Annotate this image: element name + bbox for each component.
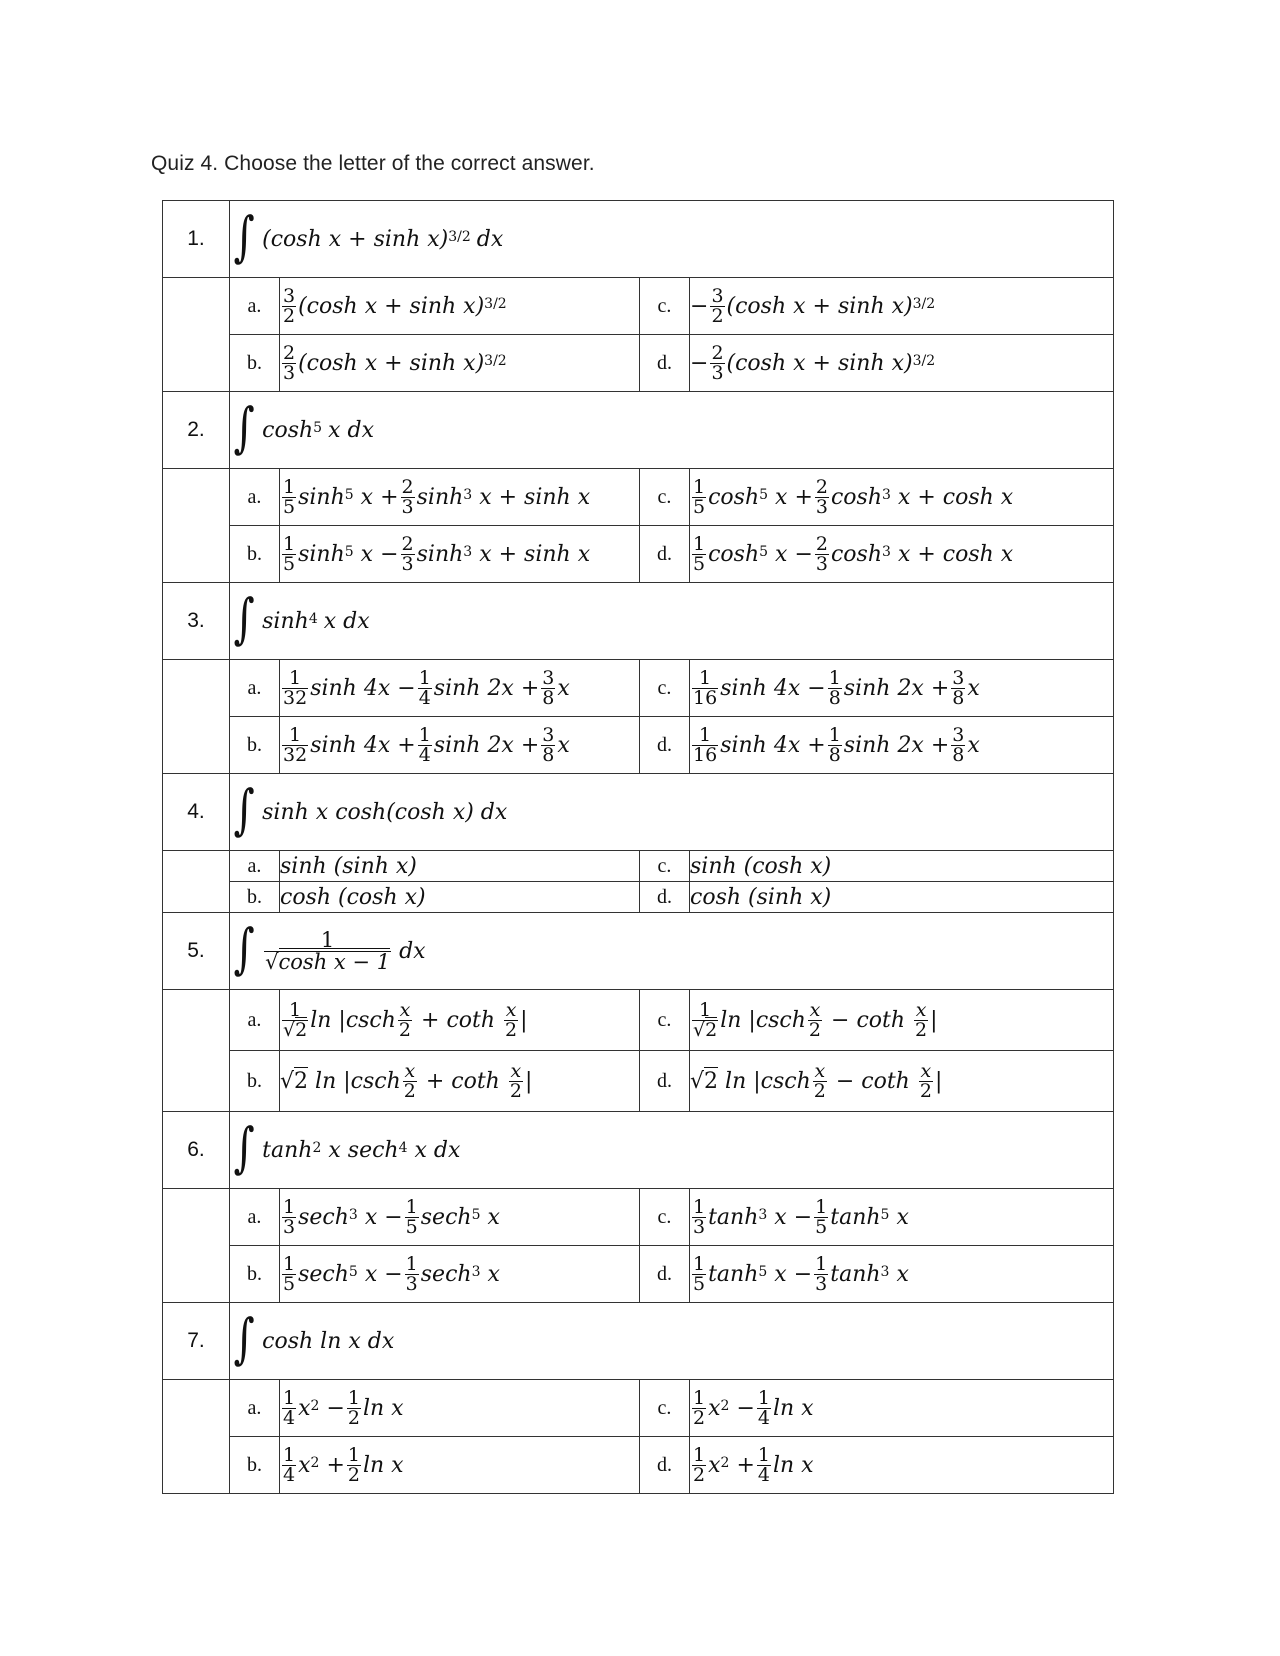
question-prompt: ∫ sinh $^4$ x dx — [230, 583, 1114, 660]
option-letter[interactable]: d. — [640, 717, 690, 774]
option-letter[interactable]: a. — [230, 990, 280, 1051]
question-number: 5. — [163, 913, 230, 990]
question-number: 1. — [163, 201, 230, 278]
option-letter[interactable]: b. — [230, 335, 280, 392]
option-letter[interactable]: d. — [640, 1246, 690, 1303]
option-row — [163, 335, 1114, 392]
option-letter[interactable]: c. — [640, 990, 690, 1051]
option-d-expression[interactable]: cosh (sinh x) — [690, 882, 1114, 913]
option-letter[interactable]: c. — [640, 1380, 690, 1437]
question-prompt: ∫ sinh x cosh(cosh x) dx — [230, 774, 1114, 851]
question-row — [163, 1303, 1114, 1380]
option-letter[interactable]: a. — [230, 469, 280, 526]
option-letter[interactable]: b. — [230, 1051, 280, 1112]
option-row — [163, 1246, 1114, 1303]
option-row — [163, 882, 1114, 913]
option-d-expression[interactable]: $\frac{1}{5}$ tanh $^5$ x − $\frac{1}{3}$ tanh $^3$ x — [690, 1246, 1114, 1303]
option-row — [163, 1380, 1114, 1437]
question-row — [163, 913, 1114, 990]
option-b-expression[interactable]: $\frac{1}{32}$ sinh 4x + $\frac{1}{4}$ sinh 2x + $\frac{3}{8}$ x — [280, 717, 640, 774]
option-b-expression[interactable]: $\frac{2}{3}$ (cosh x + sinh x) $^{3/2}$ — [280, 335, 640, 392]
question-number: 4. — [163, 774, 230, 851]
option-letter[interactable]: c. — [640, 469, 690, 526]
question-prompt: ∫ cosh ln x dx — [230, 1303, 1114, 1380]
question-prompt: ∫ cosh $^5$ x dx — [230, 392, 1114, 469]
option-row — [163, 1051, 1114, 1112]
option-letter[interactable]: b. — [230, 882, 280, 913]
option-letter[interactable]: d. — [640, 882, 690, 913]
option-row — [163, 469, 1114, 526]
option-row — [163, 851, 1114, 882]
option-d-expression[interactable]: $\frac{1}{16}$ sinh 4x + $\frac{1}{8}$ sinh 2x + $\frac{3}{8}$ x — [690, 717, 1114, 774]
option-b-expression[interactable]: $\frac{1}{5}$ sinh $^5$ x − $\frac{2}{3}$ sinh $^3$ x + sinh x — [280, 526, 640, 583]
question-number: 3. — [163, 583, 230, 660]
option-c-expression[interactable]: − $\frac{3}{2}$ (cosh x + sinh x) $^{3/2}$ — [690, 278, 1114, 335]
option-row — [163, 278, 1114, 335]
quiz-table — [162, 200, 1114, 1494]
option-letter[interactable]: c. — [640, 660, 690, 717]
question-prompt: ∫ $\frac{1}{\text{√cosh x − 1}}$ dx — [230, 913, 1114, 990]
option-b-expression[interactable]: $\frac{1}{5}$ sech $^5$ x − $\frac{1}{3}$ sech $^3$ x — [280, 1246, 640, 1303]
option-c-expression[interactable]: $\frac{1}{16}$ sinh 4x − $\frac{1}{8}$ sinh 2x + $\frac{3}{8}$ x — [690, 660, 1114, 717]
option-b-expression[interactable]: √2 ln |csch $\frac{x}{2}$ + coth $\frac{x}{2}$ | — [280, 1051, 640, 1112]
option-d-expression[interactable]: $\frac{1}{5}$ cosh $^5$ x − $\frac{2}{3}$ cosh $^3$ x + cosh x — [690, 526, 1114, 583]
option-letter[interactable]: c. — [640, 1189, 690, 1246]
option-d-expression[interactable]: − $\frac{2}{3}$ (cosh x + sinh x) $^{3/2}$ — [690, 335, 1114, 392]
question-prompt: ∫ tanh $^2$ x sech $^4$ x dx — [230, 1112, 1114, 1189]
question-row — [163, 1112, 1114, 1189]
option-letter[interactable]: b. — [230, 1437, 280, 1494]
option-a-expression[interactable]: $\frac{1}{32}$ sinh 4x − $\frac{1}{4}$ sinh 2x + $\frac{3}{8}$ x — [280, 660, 640, 717]
option-row — [163, 1437, 1114, 1494]
option-c-expression[interactable]: $\frac{1}{2}$ x $^2$ − $\frac{1}{4}$ ln x — [690, 1380, 1114, 1437]
option-row — [163, 1189, 1114, 1246]
option-row — [163, 660, 1114, 717]
question-number: 2. — [163, 392, 230, 469]
option-letter[interactable]: b. — [230, 717, 280, 774]
option-letter[interactable]: d. — [640, 335, 690, 392]
option-d-expression[interactable]: √2 ln |csch $\frac{x}{2}$ − coth $\frac{x}{2}$ | — [690, 1051, 1114, 1112]
option-c-expression[interactable]: $\frac{1}{√2}$ ln |csch $\frac{x}{2}$ − coth $\frac{x}{2}$ | — [690, 990, 1114, 1051]
option-letter[interactable]: d. — [640, 526, 690, 583]
option-c-expression[interactable]: sinh (cosh x) — [690, 851, 1114, 882]
question-prompt: ∫ (cosh x + sinh x) $^{3/2}$ dx — [230, 201, 1114, 278]
question-number: 7. — [163, 1303, 230, 1380]
option-a-expression[interactable]: $\frac{1}{4}$ x $^2$ − $\frac{1}{2}$ ln x — [280, 1380, 640, 1437]
option-b-expression[interactable]: cosh (cosh x) — [280, 882, 640, 913]
option-letter[interactable]: d. — [640, 1051, 690, 1112]
option-letter[interactable]: b. — [230, 1246, 280, 1303]
question-number: 6. — [163, 1112, 230, 1189]
question-row — [163, 774, 1114, 851]
option-letter[interactable]: a. — [230, 1189, 280, 1246]
question-row — [163, 392, 1114, 469]
option-c-expression[interactable]: $\frac{1}{5}$ cosh $^5$ x + $\frac{2}{3}$ cosh $^3$ x + cosh x — [690, 469, 1114, 526]
option-letter[interactable]: a. — [230, 660, 280, 717]
option-row — [163, 526, 1114, 583]
option-letter[interactable]: c. — [640, 851, 690, 882]
option-a-expression[interactable]: $\frac{1}{3}$ sech $^3$ x − $\frac{1}{5}$ sech $^5$ x — [280, 1189, 640, 1246]
option-letter[interactable]: a. — [230, 851, 280, 882]
option-a-expression[interactable]: $\frac{1}{√2}$ ln |csch $\frac{x}{2}$ + coth $\frac{x}{2}$ | — [280, 990, 640, 1051]
option-letter[interactable]: a. — [230, 1380, 280, 1437]
option-b-expression[interactable]: $\frac{1}{4}$ x $^2$ + $\frac{1}{2}$ ln x — [280, 1437, 640, 1494]
question-row — [163, 201, 1114, 278]
option-letter[interactable]: c. — [640, 278, 690, 335]
page-title: Quiz 4. Choose the letter of the correct answer. — [151, 152, 595, 175]
option-d-expression[interactable]: $\frac{1}{2}$ x $^2$ + $\frac{1}{4}$ ln x — [690, 1437, 1114, 1494]
question-row — [163, 583, 1114, 660]
option-c-expression[interactable]: $\frac{1}{3}$ tanh $^3$ x − $\frac{1}{5}$ tanh $^5$ x — [690, 1189, 1114, 1246]
option-a-expression[interactable]: $\frac{3}{2}$ (cosh x + sinh x) $^{3/2}$ — [280, 278, 640, 335]
option-letter[interactable]: b. — [230, 526, 280, 583]
option-letter[interactable]: d. — [640, 1437, 690, 1494]
option-a-expression[interactable]: $\frac{1}{5}$ sinh $^5$ x + $\frac{2}{3}$ sinh $^3$ x + sinh x — [280, 469, 640, 526]
option-letter[interactable]: a. — [230, 278, 280, 335]
option-row — [163, 990, 1114, 1051]
option-a-expression[interactable]: sinh (sinh x) — [280, 851, 640, 882]
option-row — [163, 717, 1114, 774]
